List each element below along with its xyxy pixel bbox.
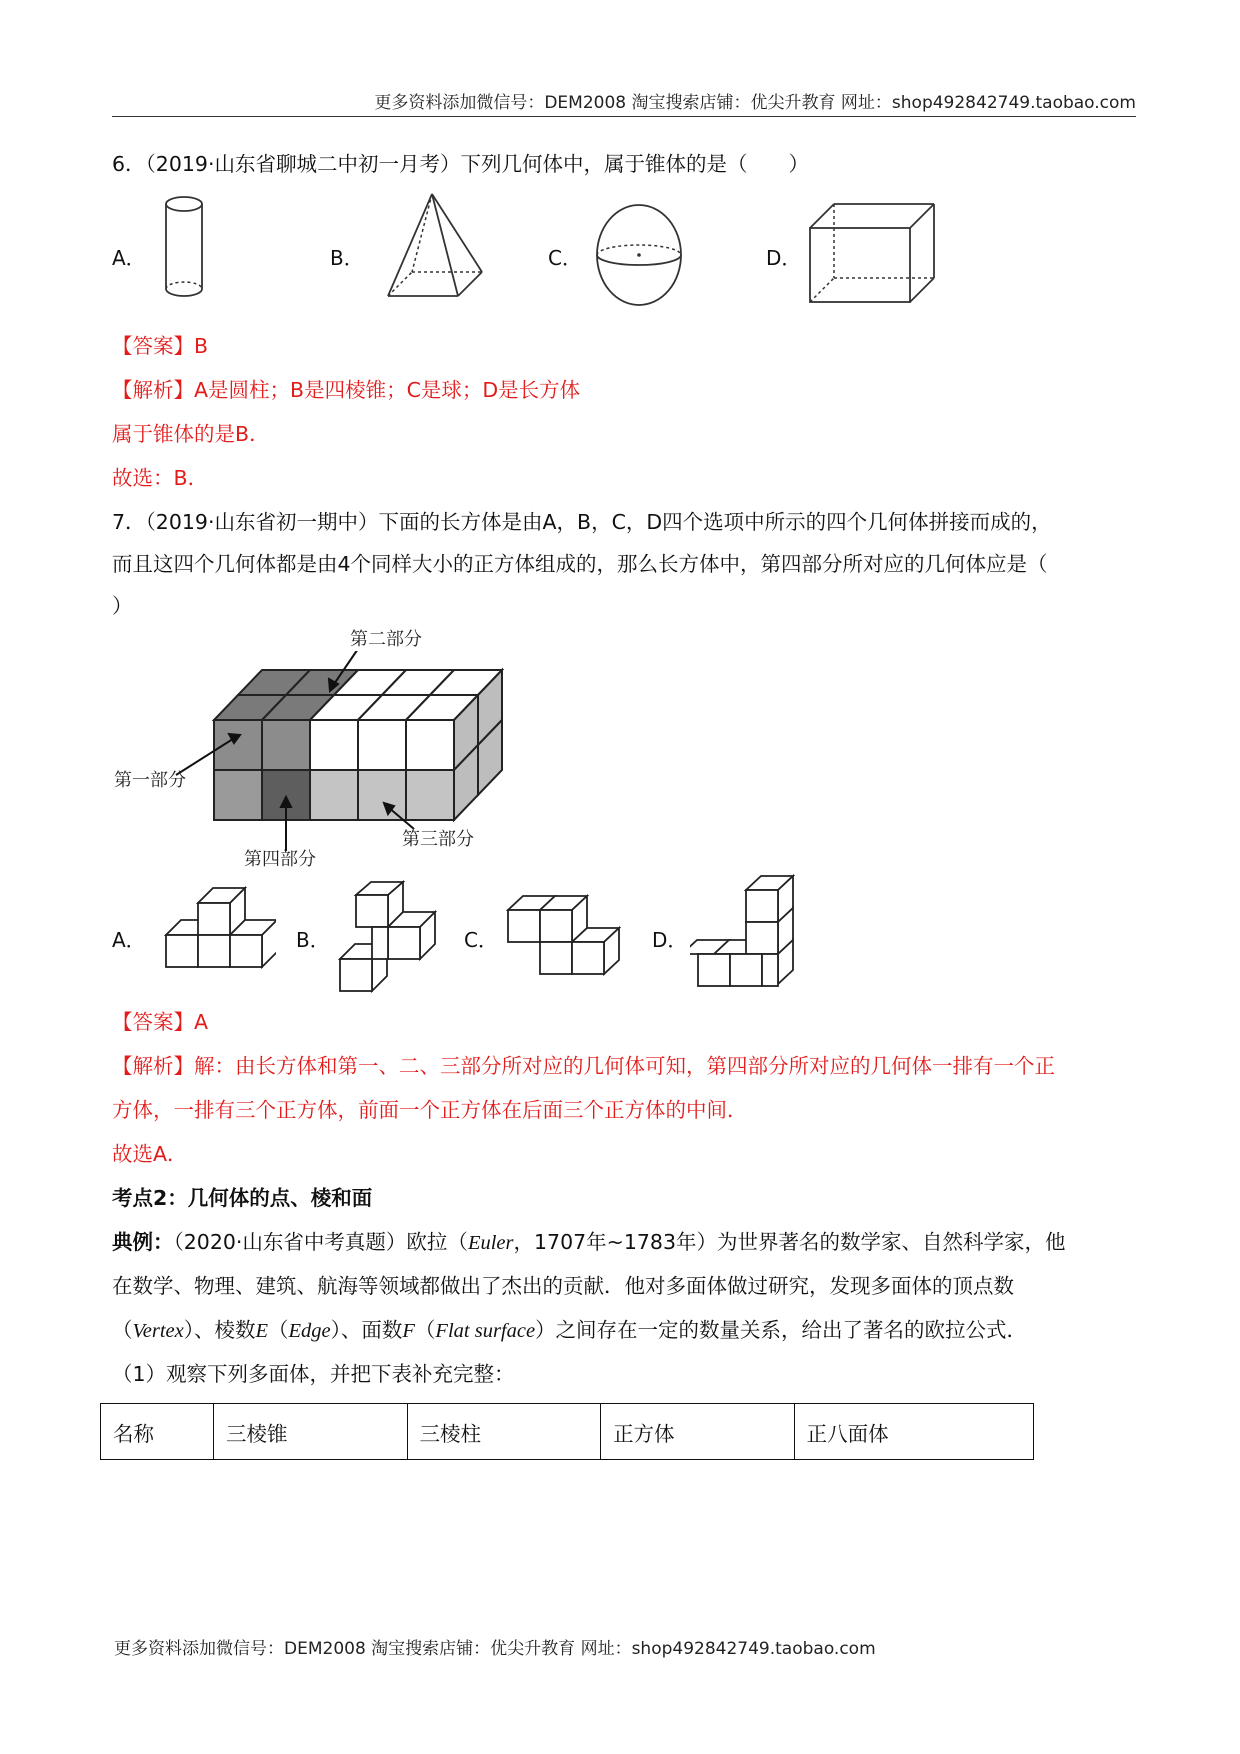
q6-question: 6．（2019·山东省聊城二中初一月考）下列几何体中，属于锥体的是（ ） <box>112 152 809 176</box>
table-cell-octahedron: 正八面体 <box>794 1404 1033 1460</box>
example-line-3 <box>112 1316 1027 1345</box>
example-line3-a: （ <box>112 1318 133 1342</box>
example-label: 典例： <box>112 1230 174 1254</box>
option-a-blocks <box>150 876 276 994</box>
example-line1-a: （2020·山东省中考真题）欧拉（ <box>173 1230 468 1254</box>
euler-word: Euler <box>467 1232 514 1254</box>
flat-surface-word: Flat surface <box>435 1320 536 1342</box>
q7-option-b-label: B． <box>296 928 330 952</box>
cylinder-figure <box>160 192 208 304</box>
label-part-1: 第一部分 <box>114 770 186 791</box>
page-header: 更多资料添加微信号：DEM2008 淘宝搜索店铺：优尖升教育 网址：shop492842749.taobao.com <box>374 93 1136 113</box>
q7-option-c-label: C． <box>464 928 498 952</box>
q6-option-c-label: C． <box>548 246 582 270</box>
example-line3-c: （ <box>268 1318 289 1342</box>
q7-option-a-label: A． <box>112 928 146 952</box>
q6-option-b-label: B． <box>330 246 364 270</box>
q7-line-3: ） <box>112 594 133 618</box>
example-sub-1: （1）观察下列多面体，并把下表补充完整： <box>112 1362 515 1386</box>
example-line3-d: ）、面数 <box>330 1318 403 1342</box>
symbol-F: F <box>402 1320 415 1342</box>
option-b-blocks <box>332 880 448 998</box>
table-cell-triangular-pyramid: 三棱锥 <box>214 1404 408 1460</box>
q7-option-d-label: D． <box>652 928 688 952</box>
label-part-3: 第三部分 <box>402 829 474 850</box>
q7-answer: 【答案】A <box>112 1010 209 1034</box>
sphere-figure <box>592 200 686 310</box>
q7-choice: 故选A． <box>112 1142 188 1166</box>
table-cell-triangular-prism: 三棱柱 <box>407 1404 601 1460</box>
topic-heading: 考点2：几何体的点、棱和面 <box>112 1186 373 1210</box>
q7-line-1: 7．（2019·山东省初一期中）下面的长方体是由A，B，C，D四个选项中所示的四个几何体拼接而成的， <box>112 510 1052 534</box>
cuboid-figure <box>806 198 938 306</box>
composite-cuboid-figure <box>110 625 510 870</box>
pyramid-figure <box>380 190 490 302</box>
label-part-4: 第四部分 <box>244 849 316 870</box>
q6-option-d-label: D． <box>766 246 802 270</box>
example-line-1 <box>112 1228 1066 1257</box>
page-footer: 更多资料添加微信号：DEM2008 淘宝搜索店铺：优尖升教育 网址：shop492842749.taobao.com <box>114 1639 876 1659</box>
polyhedra-table <box>100 1403 1034 1460</box>
example-line3-f: ）之间存在一定的数量关系，给出了著名的欧拉公式． <box>535 1318 1028 1342</box>
symbol-E: E <box>255 1320 269 1342</box>
table-cell-cube: 正方体 <box>601 1404 795 1460</box>
example-line1-b: ，1707年~1783年）为世界著名的数学家、自然科学家，他 <box>513 1230 1066 1254</box>
q6-choice: 故选：B． <box>112 466 209 490</box>
q7-analysis-1: 【解析】解：由长方体和第一、二、三部分所对应的几何体可知，第四部分所对应的几何体一排有一个正 <box>112 1054 1055 1078</box>
vertex-word: Vertex <box>132 1320 184 1342</box>
example-line-2: 在数学、物理、建筑、航海等领域都做出了杰出的贡献．他对多面体做过研究，发现多面体的顶点数 <box>112 1274 1014 1298</box>
edge-word: Edge <box>288 1320 331 1342</box>
table-row <box>101 1404 1034 1460</box>
option-c-blocks <box>500 894 636 996</box>
table-cell-name: 名称 <box>101 1404 214 1460</box>
header-rule <box>112 116 1136 117</box>
q6-option-a-label: A． <box>112 246 146 270</box>
label-part-2: 第二部分 <box>350 629 422 650</box>
example-line3-b: ）、棱数 <box>183 1318 256 1342</box>
q7-analysis-2: 方体，一排有三个正方体，前面一个正方体在后面三个正方体的中间． <box>112 1098 748 1122</box>
example-line3-e: （ <box>414 1318 436 1342</box>
q6-answer: 【答案】B <box>112 334 209 358</box>
q7-line-2: 而且这四个几何体都是由4个同样大小的正方体组成的，那么长方体中，第四部分所对应的几何体应是（ <box>112 552 1048 576</box>
option-d-blocks <box>690 866 812 998</box>
q6-analysis-2: 属于锥体的是B． <box>112 422 270 446</box>
q6-analysis: 【解析】A是圆柱；B是四棱锥；C是球；D是长方体 <box>112 378 581 402</box>
